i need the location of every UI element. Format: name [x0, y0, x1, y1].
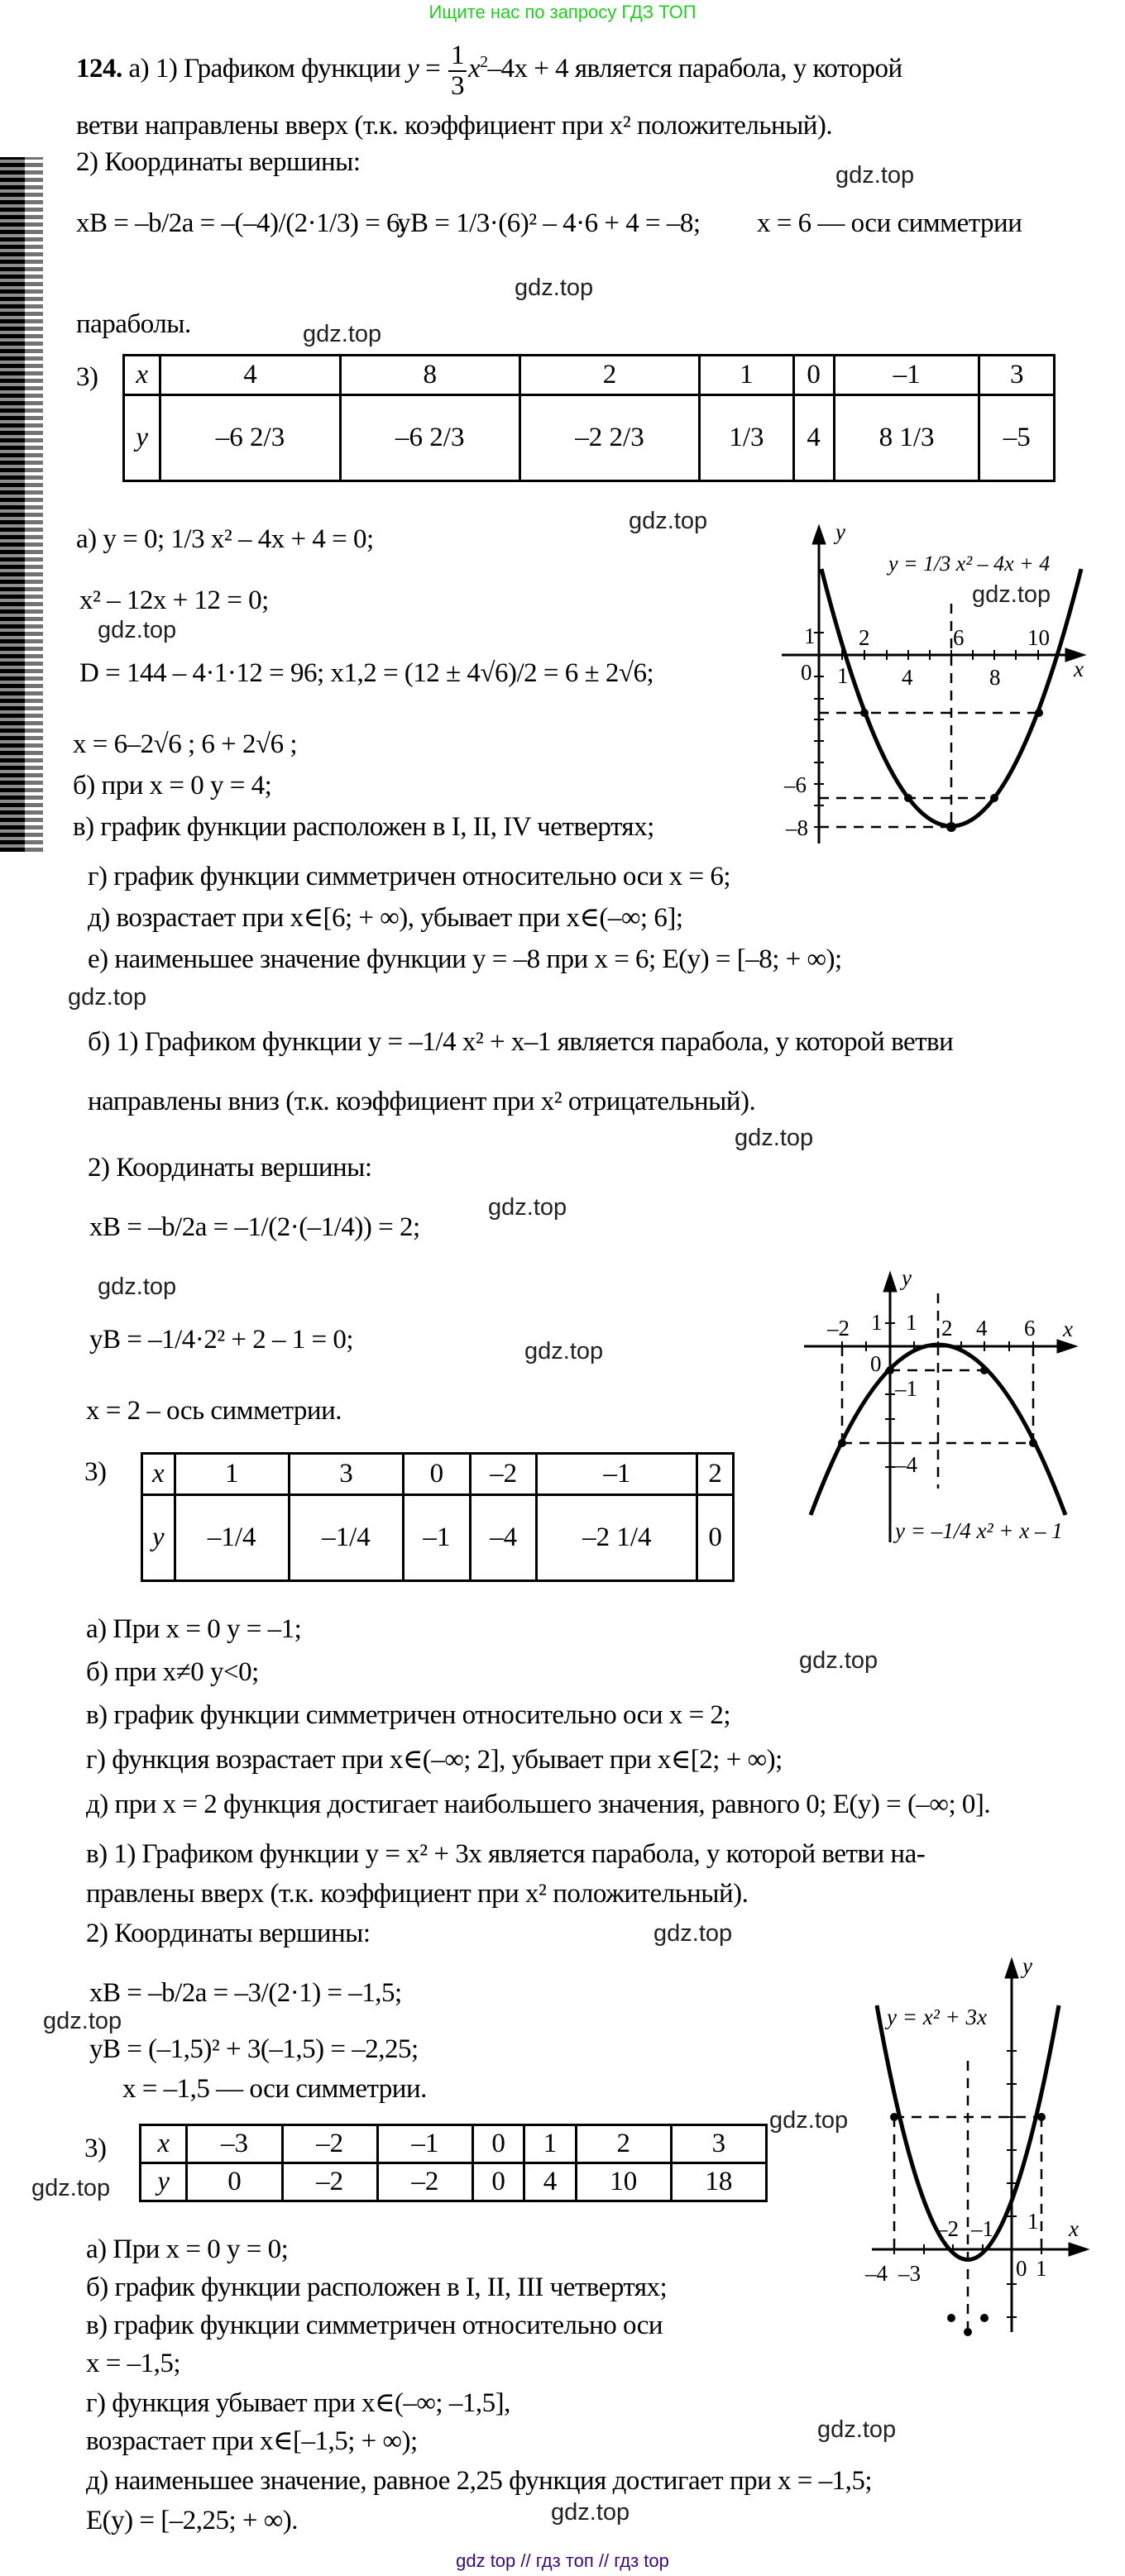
svg-text:x: x [1074, 657, 1084, 681]
part-v-sub-g1: г) функция убывает при x∈(–∞; –1,5], [86, 2388, 510, 2418]
part-b-line1: б) 1) Графиком функции y = –1/4 x² + x–1 является парабола, у которой ветви [88, 1027, 954, 1057]
watermark: gdz.top [488, 1194, 567, 1221]
svg-text:1: 1 [906, 1310, 917, 1335]
svg-text:x: x [1063, 1317, 1073, 1341]
part-v-sub-d1: д) наименьшее значение, равное 2,25 функция достигает при x = –1,5; [86, 2466, 873, 2496]
watermark: gdz.top [735, 1125, 814, 1151]
part-a-sub-g: г) график функции симметричен относительно оси x = 6; [88, 862, 731, 891]
watermark: gdz.top [98, 617, 177, 643]
part-v-sub-g2: возрастает при x∈[–1,5; + ∞); [86, 2426, 418, 2456]
site-header-banner[interactable]: Ищите нас по запросу ГДЗ ТОП [428, 2, 697, 22]
part-a-sub-v: в) график функции расположен в I, II, IV четвертях; [73, 812, 654, 842]
watermark: gdz.top [551, 2499, 630, 2526]
watermark: gdz.top [817, 2416, 897, 2443]
part-b-sub-d: д) при x = 2 функция достигает наибольшего значения, равного 0; E(y) = (–∞; 0]. [86, 1790, 991, 1819]
part-v-sub-d2: E(y) = [–2,25; + ∞). [86, 2506, 299, 2535]
watermark: gdz.top [515, 275, 594, 301]
part-a-line2: ветви направлены вверх (т.к. коэффициент при x² положительный). [76, 111, 833, 141]
part-b-sub-g: г) функция возрастает при x∈(–∞; 2], убывает при x∈[2; + ∞); [86, 1745, 783, 1775]
part-a-vertex-xb: xB = –b/2a = –(–4)/(2·1/3) = 6, [76, 208, 406, 238]
part-v-vertex-xb: xB = –b/2a = –3/(2·1) = –1,5; [89, 1978, 402, 2008]
watermark: gdz.top [799, 1647, 878, 1674]
part-v-table-label: 3) [84, 2134, 107, 2163]
svg-text:–6: –6 [784, 772, 807, 797]
watermark: gdz.top [653, 1920, 733, 1947]
watermark: gdz.top [31, 2175, 111, 2201]
svg-text:–3: –3 [898, 2261, 921, 2286]
part-v-sub-b: б) график функции расположен в I, II, III четвертях; [86, 2273, 668, 2302]
svg-text:4: 4 [902, 665, 913, 690]
svg-text:2: 2 [859, 625, 870, 650]
svg-text:–4: –4 [865, 2261, 888, 2286]
part-a-sub-a2: x² – 12x + 12 = 0; [79, 585, 269, 615]
svg-text:0: 0 [870, 1351, 882, 1376]
part-a-sub-a3: D = 144 – 4·1·12 = 96; x1,2 = (12 ± 4√6)/2 = 6 ± 2√6; [79, 658, 654, 688]
svg-text:–1: –1 [971, 2216, 993, 2241]
part-a-sub-a1: а) y = 0; 1/3 x² – 4x + 4 = 0; [76, 524, 374, 554]
svg-text:–8: –8 [786, 815, 808, 840]
graph-parabola-v [827, 1935, 1108, 2340]
scan-edge-noise [0, 157, 43, 852]
svg-text:–2: –2 [827, 1316, 850, 1341]
part-a-table-label: 3) [76, 362, 98, 392]
part-b-line2: направлены вниз (т.к. коэффициент при x² отрицательный). [88, 1087, 756, 1116]
part-a-vertex-yb: yB = 1/3·(6)² – 4·6 + 4 = –8; [397, 208, 701, 238]
part-v-vertex-heading: 2) Координаты вершины: [86, 1919, 371, 1948]
svg-text:y = 1/3 x² – 4x + 4: y = 1/3 x² – 4x + 4 [888, 552, 1051, 576]
part-b-table-label: 3) [84, 1457, 107, 1487]
svg-text:y: y [1022, 1953, 1032, 1978]
svg-text:y = x² + 3x: y = x² + 3x [887, 2005, 987, 2029]
problem-number: 124. [76, 54, 122, 84]
part-a-vertex-heading: 2) Координаты вершины: [76, 147, 361, 177]
svg-text:1: 1 [1036, 2256, 1047, 2281]
table-row-y: y 0 –2 –2 0 4 10 18 [141, 2163, 767, 2201]
fraction: $\frac{1}{3}$ [448, 41, 467, 100]
table-row-x: x –3 –2 –1 0 1 2 3 [141, 2125, 767, 2163]
svg-text:y: y [835, 519, 845, 544]
part-a-line4: параболы. [76, 309, 191, 339]
graph-parabola-a [744, 496, 1125, 860]
svg-text:0: 0 [1016, 2256, 1027, 2281]
graph-parabola-b [778, 1257, 1125, 1588]
part-a-sub-b: б) при x = 0 y = 4; [73, 771, 272, 801]
table-row-y: y –1/4 –1/4 –1 –4 –2 1/4 0 [142, 1495, 734, 1581]
part-v-vertex-yb: yB = (–1,5)² + 3(–1,5) = –2,25; [89, 2034, 419, 2064]
part-v-sub-v2: x = –1,5; [86, 2349, 181, 2378]
watermark: gdz.top [629, 508, 708, 534]
svg-text:1: 1 [871, 1310, 883, 1335]
svg-text:y: y [902, 1265, 912, 1290]
table-row-x: x 4 8 2 1 0 –1 3 [124, 356, 1055, 395]
part-a-sub-e: е) наименьшее значение функции y = –8 при x = 6; E(y) = [–8; + ∞); [88, 944, 842, 974]
table-row-x: x 1 3 0 –2 –1 2 [142, 1454, 734, 1495]
part-v-axis: x = –1,5 — оси симметрии. [122, 2074, 427, 2104]
svg-text:x: x [1069, 2216, 1079, 2241]
site-footer-links[interactable]: gdz top // гдз топ // гдз top [456, 2550, 669, 2571]
svg-text:1: 1 [804, 624, 816, 648]
part-v-line1: в) 1) Графиком функции y = x² + 3x является парабола, у которой ветви на- [86, 1839, 926, 1869]
watermark: gdz.top [524, 1338, 604, 1364]
svg-text:1: 1 [837, 663, 849, 688]
part-b-sub-b: б) при x≠0 y<0; [86, 1657, 259, 1687]
part-a-sub-a4: x = 6–2√6 ; 6 + 2√6 ; [73, 729, 298, 759]
svg-text:6: 6 [953, 625, 965, 650]
part-v-sub-v1: в) график функции симметричен относительно оси [86, 2311, 663, 2340]
part-a-line1: 124. а) 1) Графиком функции y = $\frac{1}{3}$ $x^2-4x + 4$ является парабола, у которой [76, 41, 902, 101]
part-v-line2: правлены вверх (т.к. коэффициент при x² положительный). [86, 1879, 749, 1909]
part-a-value-table [122, 354, 1056, 482]
svg-text:–4: –4 [895, 1452, 917, 1477]
part-b-value-table [141, 1452, 735, 1582]
watermark: gdz.top [68, 984, 147, 1011]
part-b-axis: x = 2 – ось симметрии. [86, 1396, 342, 1426]
svg-text:6: 6 [1024, 1316, 1036, 1341]
part-v-value-table [139, 2124, 768, 2202]
svg-text:1: 1 [1027, 2209, 1039, 2234]
watermark: gdz.top [769, 2107, 849, 2134]
part-a-sub-d: д) возрастает при x∈[6; + ∞), убывает при x∈(–∞; 6]; [88, 903, 683, 933]
part-v-sub-a: а) При x = 0 y = 0; [86, 2234, 289, 2264]
svg-text:10: 10 [1027, 625, 1050, 650]
part-a-axis: x = 6 — оси симметрии [757, 208, 1022, 238]
watermark: gdz.top [98, 1274, 177, 1300]
svg-text:y = –1/4 x² + x – 1: y = –1/4 x² + x – 1 [895, 1518, 1063, 1543]
part-b-vertex-xb: xB = –b/2a = –1/(2·(–1/4)) = 2; [89, 1212, 420, 1242]
svg-text:0: 0 [801, 660, 812, 685]
table-row-y: y –6 2/3 –6 2/3 –2 2/3 1/3 4 8 1/3 –5 [124, 395, 1055, 481]
part-b-vertex-yb: yB = –1/4·2² + 2 – 1 = 0; [89, 1325, 354, 1355]
watermark: gdz.top [43, 2008, 122, 2034]
svg-text:–1: –1 [895, 1376, 917, 1401]
part-b-sub-a: а) При x = 0 y = –1; [86, 1614, 302, 1644]
svg-text:2: 2 [941, 1316, 953, 1341]
svg-text:–2: –2 [936, 2216, 959, 2241]
svg-text:8: 8 [989, 665, 1001, 690]
watermark: gdz.top [835, 162, 915, 189]
part-b-sub-v: в) график функции симметричен относительно оси x = 2; [86, 1700, 731, 1730]
svg-text:4: 4 [976, 1316, 988, 1341]
watermark: gdz.top [303, 321, 382, 347]
part-b-vertex-heading: 2) Координаты вершины: [88, 1153, 372, 1183]
svg-text:gdz.top: gdz.top [972, 581, 1051, 608]
